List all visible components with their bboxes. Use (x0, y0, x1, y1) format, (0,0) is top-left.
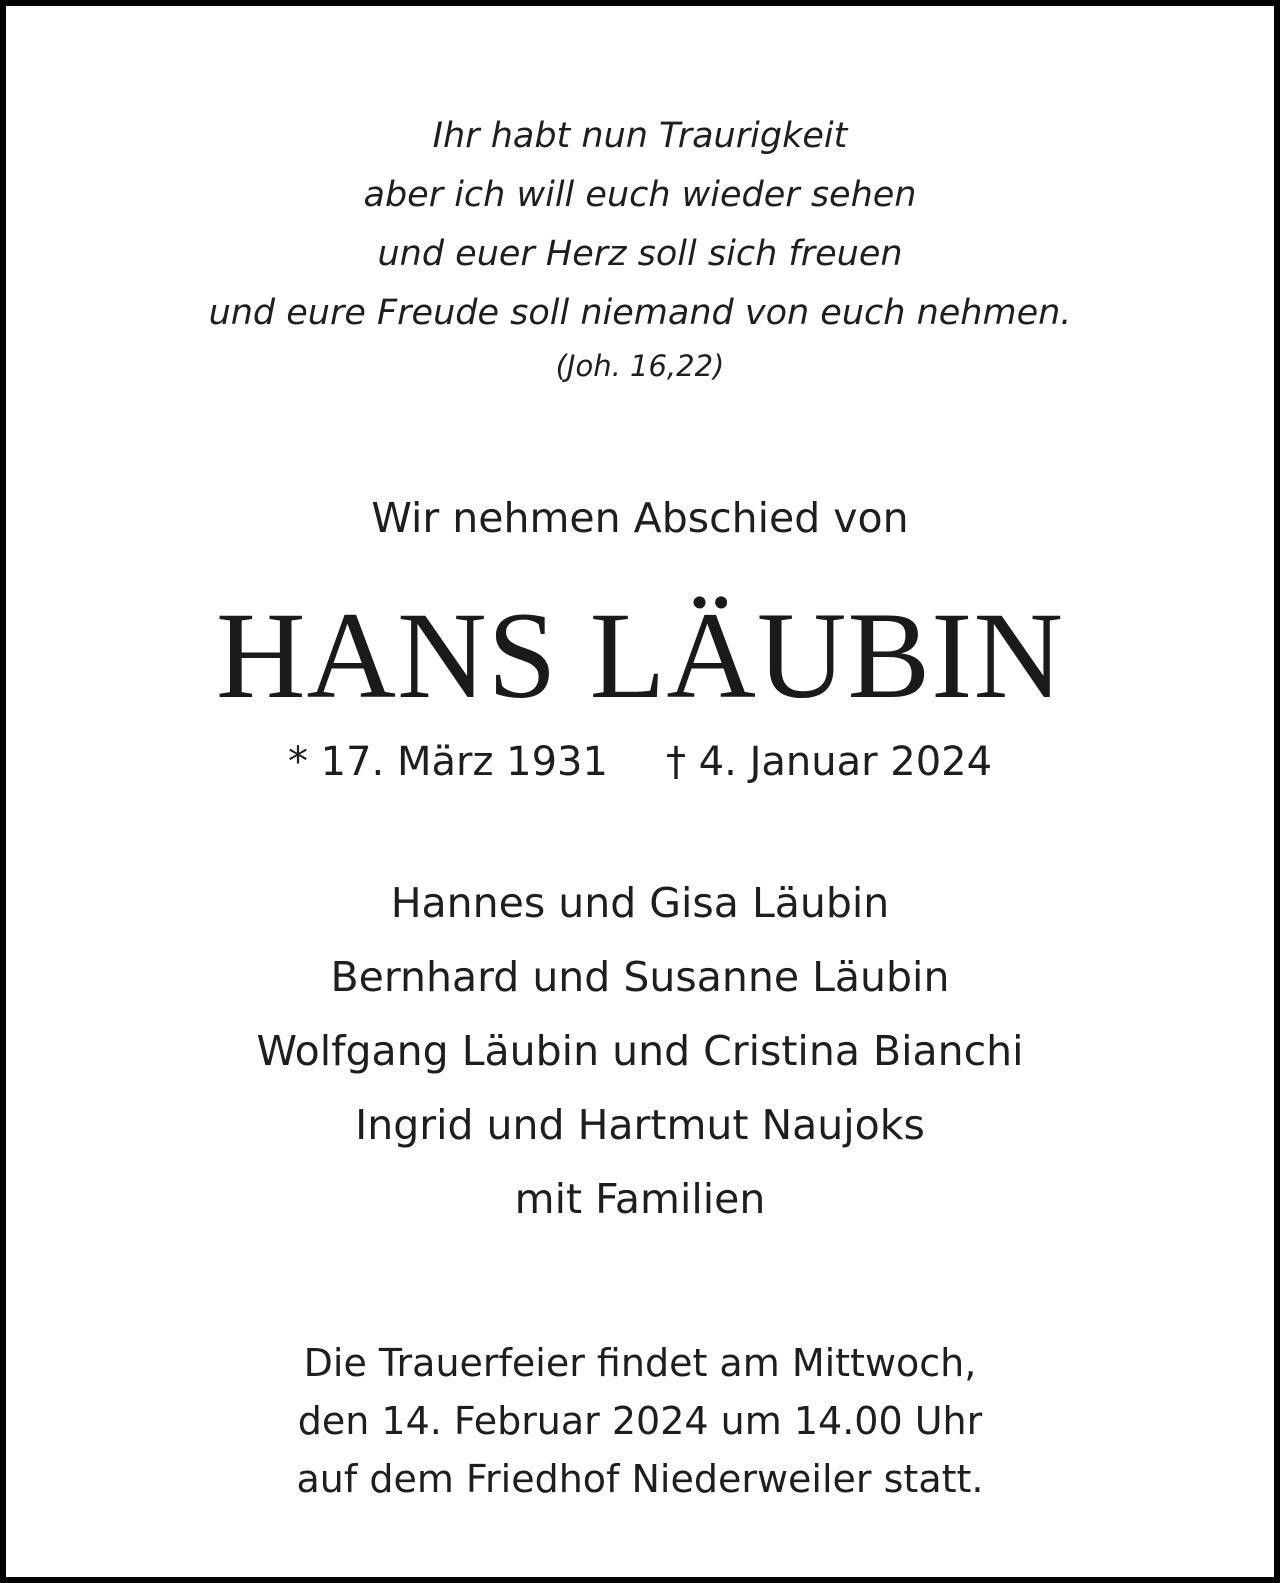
mourner-line: Wolfgang Läubin und Cristina Bianchi (256, 1027, 1024, 1075)
mourner-line: mit Familien (514, 1175, 766, 1223)
death-date: † 4. Januar 2024 (665, 739, 993, 785)
mourner-line: Hannes und Gisa Läubin (390, 879, 890, 927)
mourner-line: Ingrid und Hartmut Naujoks (355, 1101, 925, 1149)
birth-date: * 17. März 1931 (287, 739, 608, 785)
verse-line: aber ich will euch wieder sehen (363, 175, 917, 215)
service-line: auf dem Friedhof Niederweiler statt. (296, 1457, 984, 1501)
deceased-name: HANS LÄUBIN (216, 587, 1064, 724)
verse-line: und euer Herz soll sich freuen (377, 234, 903, 274)
verse-line: und eure Freude soll niemand von euch nehmen. (208, 293, 1072, 333)
farewell-intro: Wir nehmen Abschied von (371, 494, 909, 542)
life-dates (6, 734, 1274, 790)
verse-reference: (Joh. 16,22) (555, 349, 725, 383)
service-line: den 14. Februar 2024 um 14.00 Uhr (297, 1399, 983, 1443)
service-line: Die Trauerfeier findet am Mittwoch, (303, 1341, 977, 1385)
verse-line: Ihr habt nun Traurigkeit (432, 116, 848, 156)
mourner-line: Bernhard und Susanne Läubin (330, 953, 950, 1001)
